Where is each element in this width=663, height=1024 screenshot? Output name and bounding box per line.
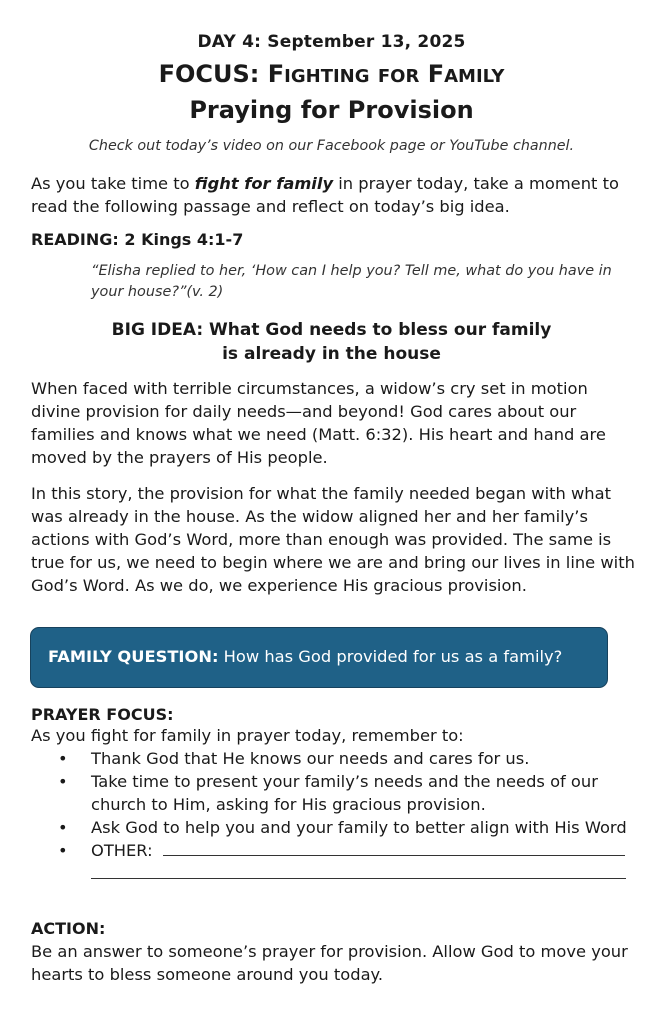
bullet-icon: • [58,772,68,791]
prayer-focus-intro: As you fight for family in prayer today, remember to: [31,726,464,745]
prayer-focus-heading: PRAYER FOCUS: [31,705,174,724]
other-label: OTHER: [91,841,153,860]
family-question-label: FAMILY QUESTION: [48,647,219,666]
topic-title: Praying for Provision [189,96,474,124]
intro-paragraph: As you take time to fight for family in prayer today, take a moment to read the following passage and reflect on today’s big idea. [31,174,619,216]
other-write-in-line[interactable] [163,840,625,856]
big-idea-line-1: BIG IDEA: What God needs to bless our family [111,320,552,340]
big-idea-line-2: is already in the house [222,344,441,364]
focus-word-fighting: FIGHTING [267,60,370,88]
other-write-in-line-2[interactable] [91,863,626,879]
family-question-text: How has God provided for us as a family? [223,647,563,666]
family-question [48,647,562,666]
focus-word-for: FOR [377,66,420,87]
body-paragraph-2: In this story, the provision for what the family needed began with what was already in the house. As the widow aligned her and her family’s actions with God’s Word, more than enough was provided. The same is true for us, we need to begin where we are and bring our lives in line with God’s Word. As we do, we experience His gracious provision. [31,484,635,595]
body-paragraph-1: When faced with terrible circumstances, a widow’s cry set in motion divine provision for daily needs—and beyond! God cares about our families and knows what we need (Matt. 6:32). His heart and hand are moved by the prayers of His people. [31,379,606,467]
scripture-quote: “Elisha replied to her, ‘How can I help you? Tell me, what do you have in your house?”(v. 2) [91,263,612,300]
action-heading: ACTION: [31,919,106,938]
bullet-icon: • [58,749,68,768]
list-item-other [31,839,636,885]
bullet-icon: • [58,818,68,837]
family-question-box [30,627,608,688]
big-idea-heading [0,318,663,366]
list-item: • Ask God to help you and your family to better align with His Word [58,818,627,837]
list-item: • Take time to present your family’s needs and the needs of our church to Him, asking for His gracious provision. [58,772,598,814]
bullet-icon: • [58,841,68,860]
list-item: • Thank God that He knows our needs and cares for us. [58,749,530,768]
intro-emphasis: fight for family [194,174,334,193]
focus-prefix: FOCUS: [158,60,260,88]
prayer-focus-list [31,747,636,885]
day-date-heading: DAY 4: September 13, 2025 [197,32,466,52]
action-text: Be an answer to someone’s prayer for provision. Allow God to move your hearts to bless someone around you today. [31,942,628,984]
reading-label: READING: 2 Kings 4:1-7 [31,230,244,249]
focus-title [0,60,663,88]
video-note: Check out today’s video on our Facebook page or YouTube channel. [88,138,575,154]
focus-word-family: FAMILY [427,60,505,88]
